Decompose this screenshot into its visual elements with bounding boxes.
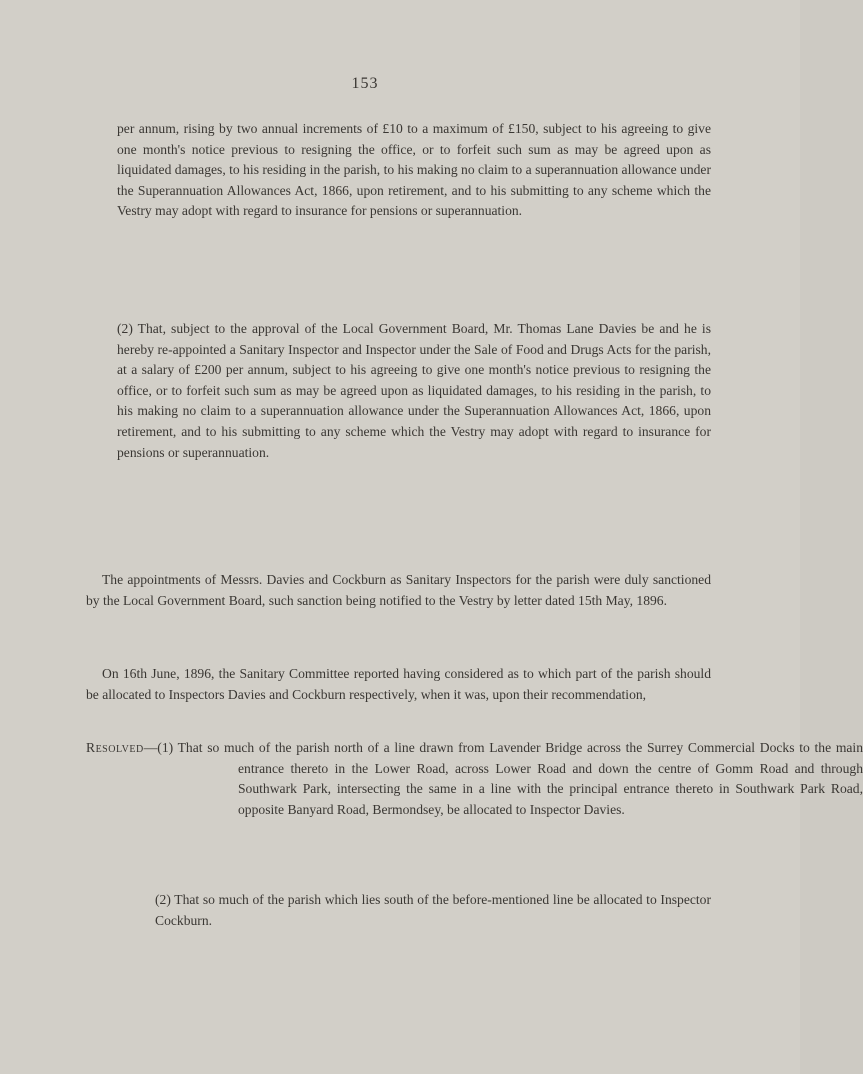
continuation-paragraph: per annum, rising by two annual increments of £10 to a maximum of £150, subject to his agreeing to give one month's notice previous to resigning the office, or to forfeit such sum as may be agreed upon as liquidated damages, to his residing in the parish, to his making no claim to a superannuation allowance under the Superannuation Allowances Act, 1866, upon retirement, and to his submitting to any scheme which the Vestry may adopt with regard to insurance for pensions or superannuation.	[117, 121, 711, 219]
appointments-paragraph: The appointments of Messrs. Davies and Cockburn as Sanitary Inspectors for the parish were duly sanctioned by the Local Government Board, such sanction being notified to the Vestry by letter dated 15th May, 1896.	[86, 572, 711, 608]
june-report-paragraph: On 16th June, 1896, the Sanitary Committee reported having considered as to which part of the parish should be allocated to Inspectors Davies and Cockburn respectively, when it was, upon their recommendation,	[86, 666, 711, 702]
resolved-item-2: (2) That so much of the parish which lies south of the before-mentioned line be allocated to Inspector Cockburn.	[155, 892, 711, 928]
resolved-item-1-text: —(1) That so much of the parish north of a line drawn from Lavender Bridge across the Surrey Commercial Docks to the main entrance thereto in the Lower Road, across Lower Road and down the centre of Gomm Road and through Southwark Park, intersecting the same in a line with the principal entrance thereto in Southwark Park Road, opposite Banyard Road, Bermondsey, be allocated to Inspector Davies.	[143, 740, 863, 817]
resolved-lead: Resolved	[86, 740, 144, 755]
page-number: 153	[351, 75, 379, 92]
resolved-item-1	[86, 738, 863, 820]
resolution-item-2: (2) That, subject to the approval of the Local Government Board, Mr. Thomas Lane Davies be and he is hereby re-appointed a Sanitary Inspector and Inspector under the Sale of Food and Drugs Acts for the parish, at a salary of £200 per annum, subject to his agreeing to give one month's notice previous to resigning the office, or to forfeit such sum as may be agreed upon as liquidated damages, to his residing in the parish, to his making no claim to a superannuation allowance under the Superannuation Allowances Act, 1866, upon retirement, and to his submitting to any scheme which the Vestry may adopt with regard to insurance for pensions or superannuation.	[117, 321, 711, 460]
